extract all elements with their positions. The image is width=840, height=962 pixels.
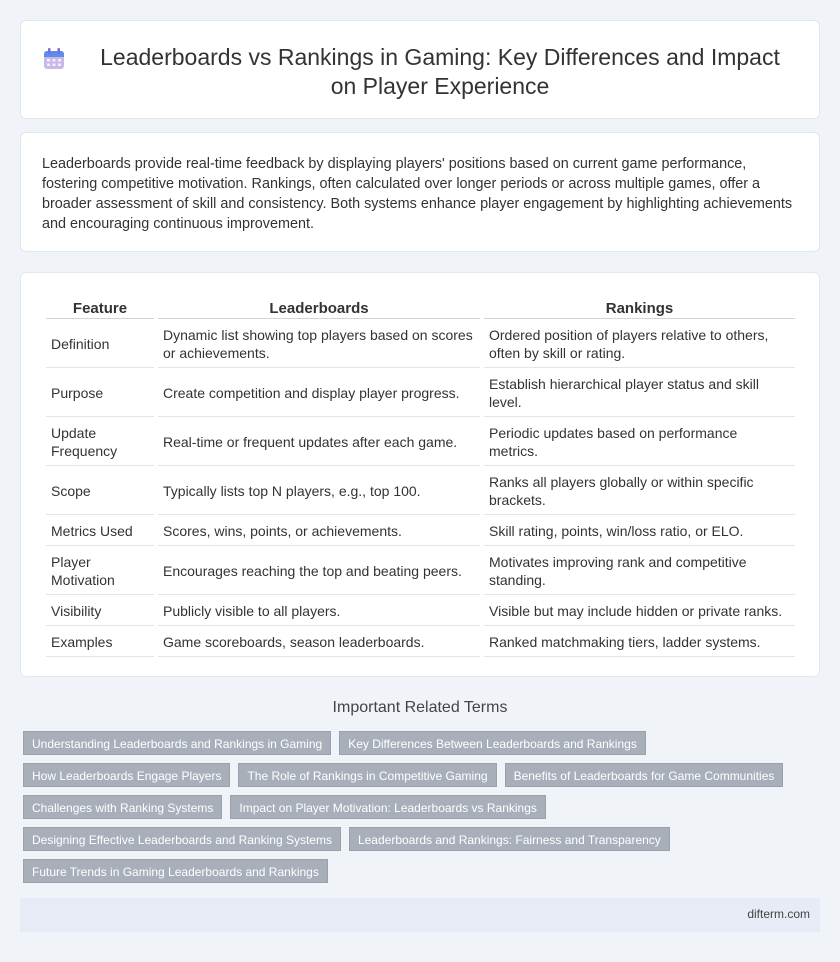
title-card: [20, 20, 820, 119]
table-row: [46, 517, 795, 546]
related-term-tag[interactable]: Impact on Player Motivation: Leaderboards vs Rankings: [230, 795, 546, 819]
related-term-tag[interactable]: Future Trends in Gaming Leaderboards and Rankings: [23, 859, 328, 883]
table-row: [46, 468, 795, 515]
column-header-leaderboards: Leaderboards: [158, 297, 480, 319]
feature-cell: Visibility: [46, 597, 154, 626]
table-row: [46, 548, 795, 595]
feature-cell: Metrics Used: [46, 517, 154, 546]
table-header-row: [46, 297, 795, 319]
feature-cell: Definition: [46, 321, 154, 368]
feature-cell: Update Frequency: [46, 419, 154, 466]
rankings-cell: Periodic updates based on performance metrics.: [484, 419, 795, 466]
leaderboards-cell: Dynamic list showing top players based on scores or achievements.: [158, 321, 480, 368]
feature-cell: Purpose: [46, 370, 154, 417]
table-row: [46, 419, 795, 466]
rankings-cell: Visible but may include hidden or private ranks.: [484, 597, 795, 626]
footer: [20, 898, 820, 932]
related-terms-heading: Important Related Terms: [332, 699, 508, 716]
page-title: Leaderboards vs Rankings in Gaming: Key Differences and Impact on Player Experience: [100, 44, 780, 99]
related-term-tag[interactable]: Leaderboards and Rankings: Fairness and Transparency: [349, 827, 670, 851]
rankings-cell: Ranks all players globally or within specific brackets.: [484, 468, 795, 515]
intro-paragraph: Leaderboards provide real-time feedback by displaying players' positions based on current game performance, fostering competitive motivation. Rankings, often calculated over longer periods or across multiple games, offer a broader assessment of skill and consistency. Both systems enhance player engagement by highlighting achievements and encouraging continuous improvement.: [42, 156, 793, 232]
leaderboards-cell: Scores, wins, points, or achievements.: [158, 517, 480, 546]
intro-card: [20, 132, 820, 252]
leaderboards-cell: Typically lists top N players, e.g., top 100.: [158, 468, 480, 515]
rankings-cell: Motivates improving rank and competitive standing.: [484, 548, 795, 595]
comparison-table: [42, 295, 799, 659]
table-row: [46, 628, 795, 657]
leaderboards-cell: Create competition and display player progress.: [158, 370, 480, 417]
comparison-card: [20, 272, 820, 677]
feature-cell: Examples: [46, 628, 154, 657]
leaderboards-cell: Real-time or frequent updates after each game.: [158, 419, 480, 466]
leaderboards-cell: Publicly visible to all players.: [158, 597, 480, 626]
table-row: [46, 321, 795, 368]
leaderboards-cell: Game scoreboards, season leaderboards.: [158, 628, 480, 657]
column-header-feature: Feature: [46, 297, 154, 319]
leaderboards-cell: Encourages reaching the top and beating peers.: [158, 548, 480, 595]
related-term-tag[interactable]: How Leaderboards Engage Players: [23, 763, 230, 787]
related-term-tag[interactable]: Understanding Leaderboards and Rankings in Gaming: [23, 731, 331, 755]
footer-site-name[interactable]: difterm.com: [747, 907, 810, 921]
rankings-cell: Ranked matchmaking tiers, ladder systems.: [484, 628, 795, 657]
rankings-cell: Skill rating, points, win/loss ratio, or ELO.: [484, 517, 795, 546]
table-row: [46, 597, 795, 626]
related-term-tag[interactable]: The Role of Rankings in Competitive Gaming: [238, 763, 496, 787]
rankings-cell: Establish hierarchical player status and skill level.: [484, 370, 795, 417]
related-terms-list: [23, 731, 823, 891]
table-row: [46, 370, 795, 417]
column-header-rankings: Rankings: [484, 297, 795, 319]
rankings-cell: Ordered position of players relative to others, often by skill or rating.: [484, 321, 795, 368]
related-term-tag[interactable]: Challenges with Ranking Systems: [23, 795, 222, 819]
related-term-tag[interactable]: Benefits of Leaderboards for Game Communities: [505, 763, 784, 787]
feature-cell: Scope: [46, 468, 154, 515]
feature-cell: Player Motivation: [46, 548, 154, 595]
related-term-tag[interactable]: Key Differences Between Leaderboards and Rankings: [339, 731, 646, 755]
related-term-tag[interactable]: Designing Effective Leaderboards and Ranking Systems: [23, 827, 341, 851]
